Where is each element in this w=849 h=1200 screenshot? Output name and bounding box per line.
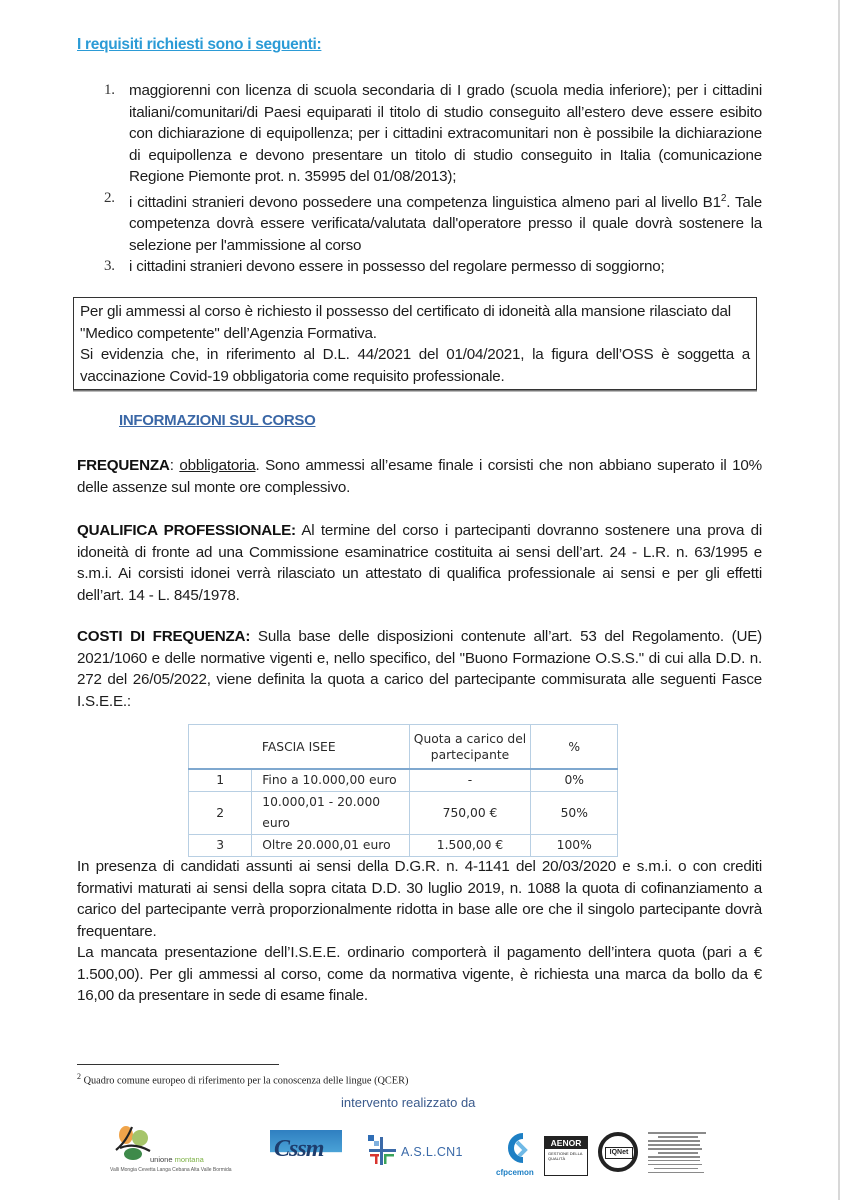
iqnet-certification-badge <box>598 1132 638 1172</box>
realized-by-label: intervento realizzato da <box>341 1095 476 1110</box>
requirement-item <box>104 80 762 188</box>
table-row <box>189 792 618 835</box>
list-number: 3. <box>104 258 115 275</box>
requirements-heading: I requisiti richiesti sono i seguenti: <box>77 36 322 53</box>
iqnet-label: IQNet <box>605 1147 633 1159</box>
cell-quota: 1.500,00 € <box>409 835 531 857</box>
partner-logos <box>0 1120 849 1190</box>
frequency-text: . Sono ammessi all’esame finale i corsisti che non abbiano superato il 10% delle assenze sul monte ore complessivo. <box>77 457 762 496</box>
header-quota: Quota a carico del partecipante <box>409 725 531 770</box>
notice-line-certificate: Per gli ammessi al corso è richiesto il possesso del certificato di idoneità alla mansione rilasciato dal "Medico competente" dell’Agenzia Formativa. <box>80 303 731 342</box>
asl-cross-icon <box>366 1134 398 1166</box>
list-number: 1. <box>104 82 115 98</box>
cell-quota: - <box>409 769 531 792</box>
footnote-separator <box>77 1064 279 1065</box>
cell-band-range: 10.000,01 - 20.000 euro <box>252 792 409 835</box>
frequency-label: FREQUENZA <box>77 457 170 474</box>
cell-band-range: Oltre 20.000,01 euro <box>252 835 409 857</box>
unione-word: unione <box>150 1155 173 1164</box>
aenor-subtitle: GESTIONE DELLA QUALITÀ <box>548 1151 583 1161</box>
list-number: 2. <box>104 189 115 206</box>
table-row <box>189 769 618 792</box>
requirement-item <box>104 256 762 278</box>
notice-box <box>73 297 757 390</box>
requirements-list <box>104 80 762 278</box>
requirement-text: i cittadini stranieri devono essere in possesso del regolare permesso di soggiorno; <box>129 258 665 276</box>
footnote-reference: 2 <box>720 192 727 204</box>
aenor-certification-badge <box>544 1136 588 1176</box>
frequency-colon: : <box>169 457 180 474</box>
course-info-heading: INFORMAZIONI SUL CORSO <box>119 412 316 429</box>
cell-percent: 50% <box>531 792 618 835</box>
qualification-text: Al termine del corso i partecipanti dovranno sostenere una prova di idoneità di fronte ad una Commissione esaminatrice costituita ai sensi dell’art. 24 - L.R. n. 63/1995 e s.m.i. Ai corsisti idonei verrà rilasciato un attestato di qualifica professionale ai sensi e per gli effetti dell’art. 14 - L. 845/1978. <box>77 522 762 604</box>
montana-word: montana <box>174 1155 204 1164</box>
cell-percent: 0% <box>531 769 618 792</box>
isee-fee-table <box>188 724 618 857</box>
footnote <box>77 1072 408 1086</box>
requirement-text: i cittadini stranieri devono possedere una competenza linguistica almeno pari al livello B1 <box>129 193 721 211</box>
footnote-text: Quadro comune europeo di riferimento per la conoscenza delle lingue (QCER) <box>83 1075 409 1087</box>
cssm-logo <box>270 1130 342 1170</box>
cell-band-range: Fino a 10.000,00 euro <box>252 769 409 792</box>
unione-montana-logo-icon <box>112 1124 152 1164</box>
qualification-paragraph <box>77 520 762 606</box>
costs-label: COSTI DI FREQUENZA: <box>77 628 251 645</box>
cfpcemon-label: cfpcemon <box>496 1168 534 1177</box>
requirement-item <box>104 188 762 257</box>
isee-missing-paragraph: La mancata presentazione dell’I.S.E.E. ordinario comporterà il pagamento dell’intera quota (pari a € 1.500,00). Per gli ammessi al corso, come da normativa vigente, è richiesta una marca da bollo da € 16,00 da presentare in sede di esame finale. <box>77 944 762 1004</box>
cell-band-number: 3 <box>189 835 252 857</box>
cfpcemon-logo-icon <box>503 1132 531 1166</box>
reduction-paragraph: In presenza di candidati assunti ai sensi della D.G.R. n. 4-1141 del 20/03/2020 e s.m.i. o con crediti formativi maturati ai sensi della sopra citata D.D. 30 luglio 2019, n. 1088 la quota di cofinanziamento a carico del partecipante verrà proporzionalmente ridotta in base alle ore che il singolo partecipante dovrà frequentare. <box>77 858 762 940</box>
unione-montana-name <box>150 1155 204 1164</box>
frequency-emphasis: obbligatoria <box>179 457 256 474</box>
accreditation-info-block <box>648 1132 710 1180</box>
cell-band-number: 2 <box>189 792 252 835</box>
cell-percent: 100% <box>531 835 618 857</box>
costs-paragraph <box>77 626 762 712</box>
aenor-label: AENOR <box>545 1137 587 1149</box>
requirement-text: maggiorenni con licenza di scuola secondaria di I grado (scuola media inferiore); per i cittadini italiani/comunitari/di Paesi equiparati il titolo di studio conseguito all’estero deve essere esibito con dichiarazione di equipollenza; per i cittadini extracomunitari non è possibile la dichiarazione di equipollenza e devono presentare un titolo di studio conseguito in Italia (comunicazione Regione Piemonte prot. n. 35995 del 01/08/2013); <box>129 82 762 185</box>
frequency-paragraph <box>77 455 762 498</box>
notice-line-vaccination: Si evidenzia che, in riferimento al D.L. 44/2021 del 01/04/2021, la figura dell’OSS è soggetta a vaccinazione Covid-19 obbligatoria come requisito professionale. <box>80 346 750 385</box>
footnote-marker: 2 <box>77 1072 81 1081</box>
header-percent: % <box>531 725 618 770</box>
table-row <box>189 835 618 857</box>
costs-text: Sulla base delle disposizioni contenute all’art. 53 del Regolamento. (UE) 2021/1060 e delle normative vigenti e, nello specifico, del "Buono Formazione O.S.S." di cui alla D.D. n. 272 del 26/05/2022, viene definita la quota a carico del partecipante commisurata alle seguenti Fasce I.S.E.E.: <box>77 628 762 710</box>
asl-cn1-label: A.S.L.CN1 <box>401 1145 463 1159</box>
table-header-row <box>189 725 618 770</box>
cssm-logo-text: Cssm <box>274 1136 324 1162</box>
header-fascia-isee: FASCIA ISEE <box>189 725 410 770</box>
cell-band-number: 1 <box>189 769 252 792</box>
requirement-text-cont: . Tale competenza dovrà essere verificata/valutata dall'operatore presso il quale dovrà sostenere la selezione per l'ammissione al corso <box>129 193 762 254</box>
cell-quota: 750,00 € <box>409 792 531 835</box>
qualification-label: QUALIFICA PROFESSIONALE: <box>77 522 296 539</box>
unione-montana-subtitle: Valli Mongia Cevetta Langa Cebana Alta Valle Bormida <box>110 1167 232 1173</box>
page-edge-divider <box>838 0 840 1200</box>
